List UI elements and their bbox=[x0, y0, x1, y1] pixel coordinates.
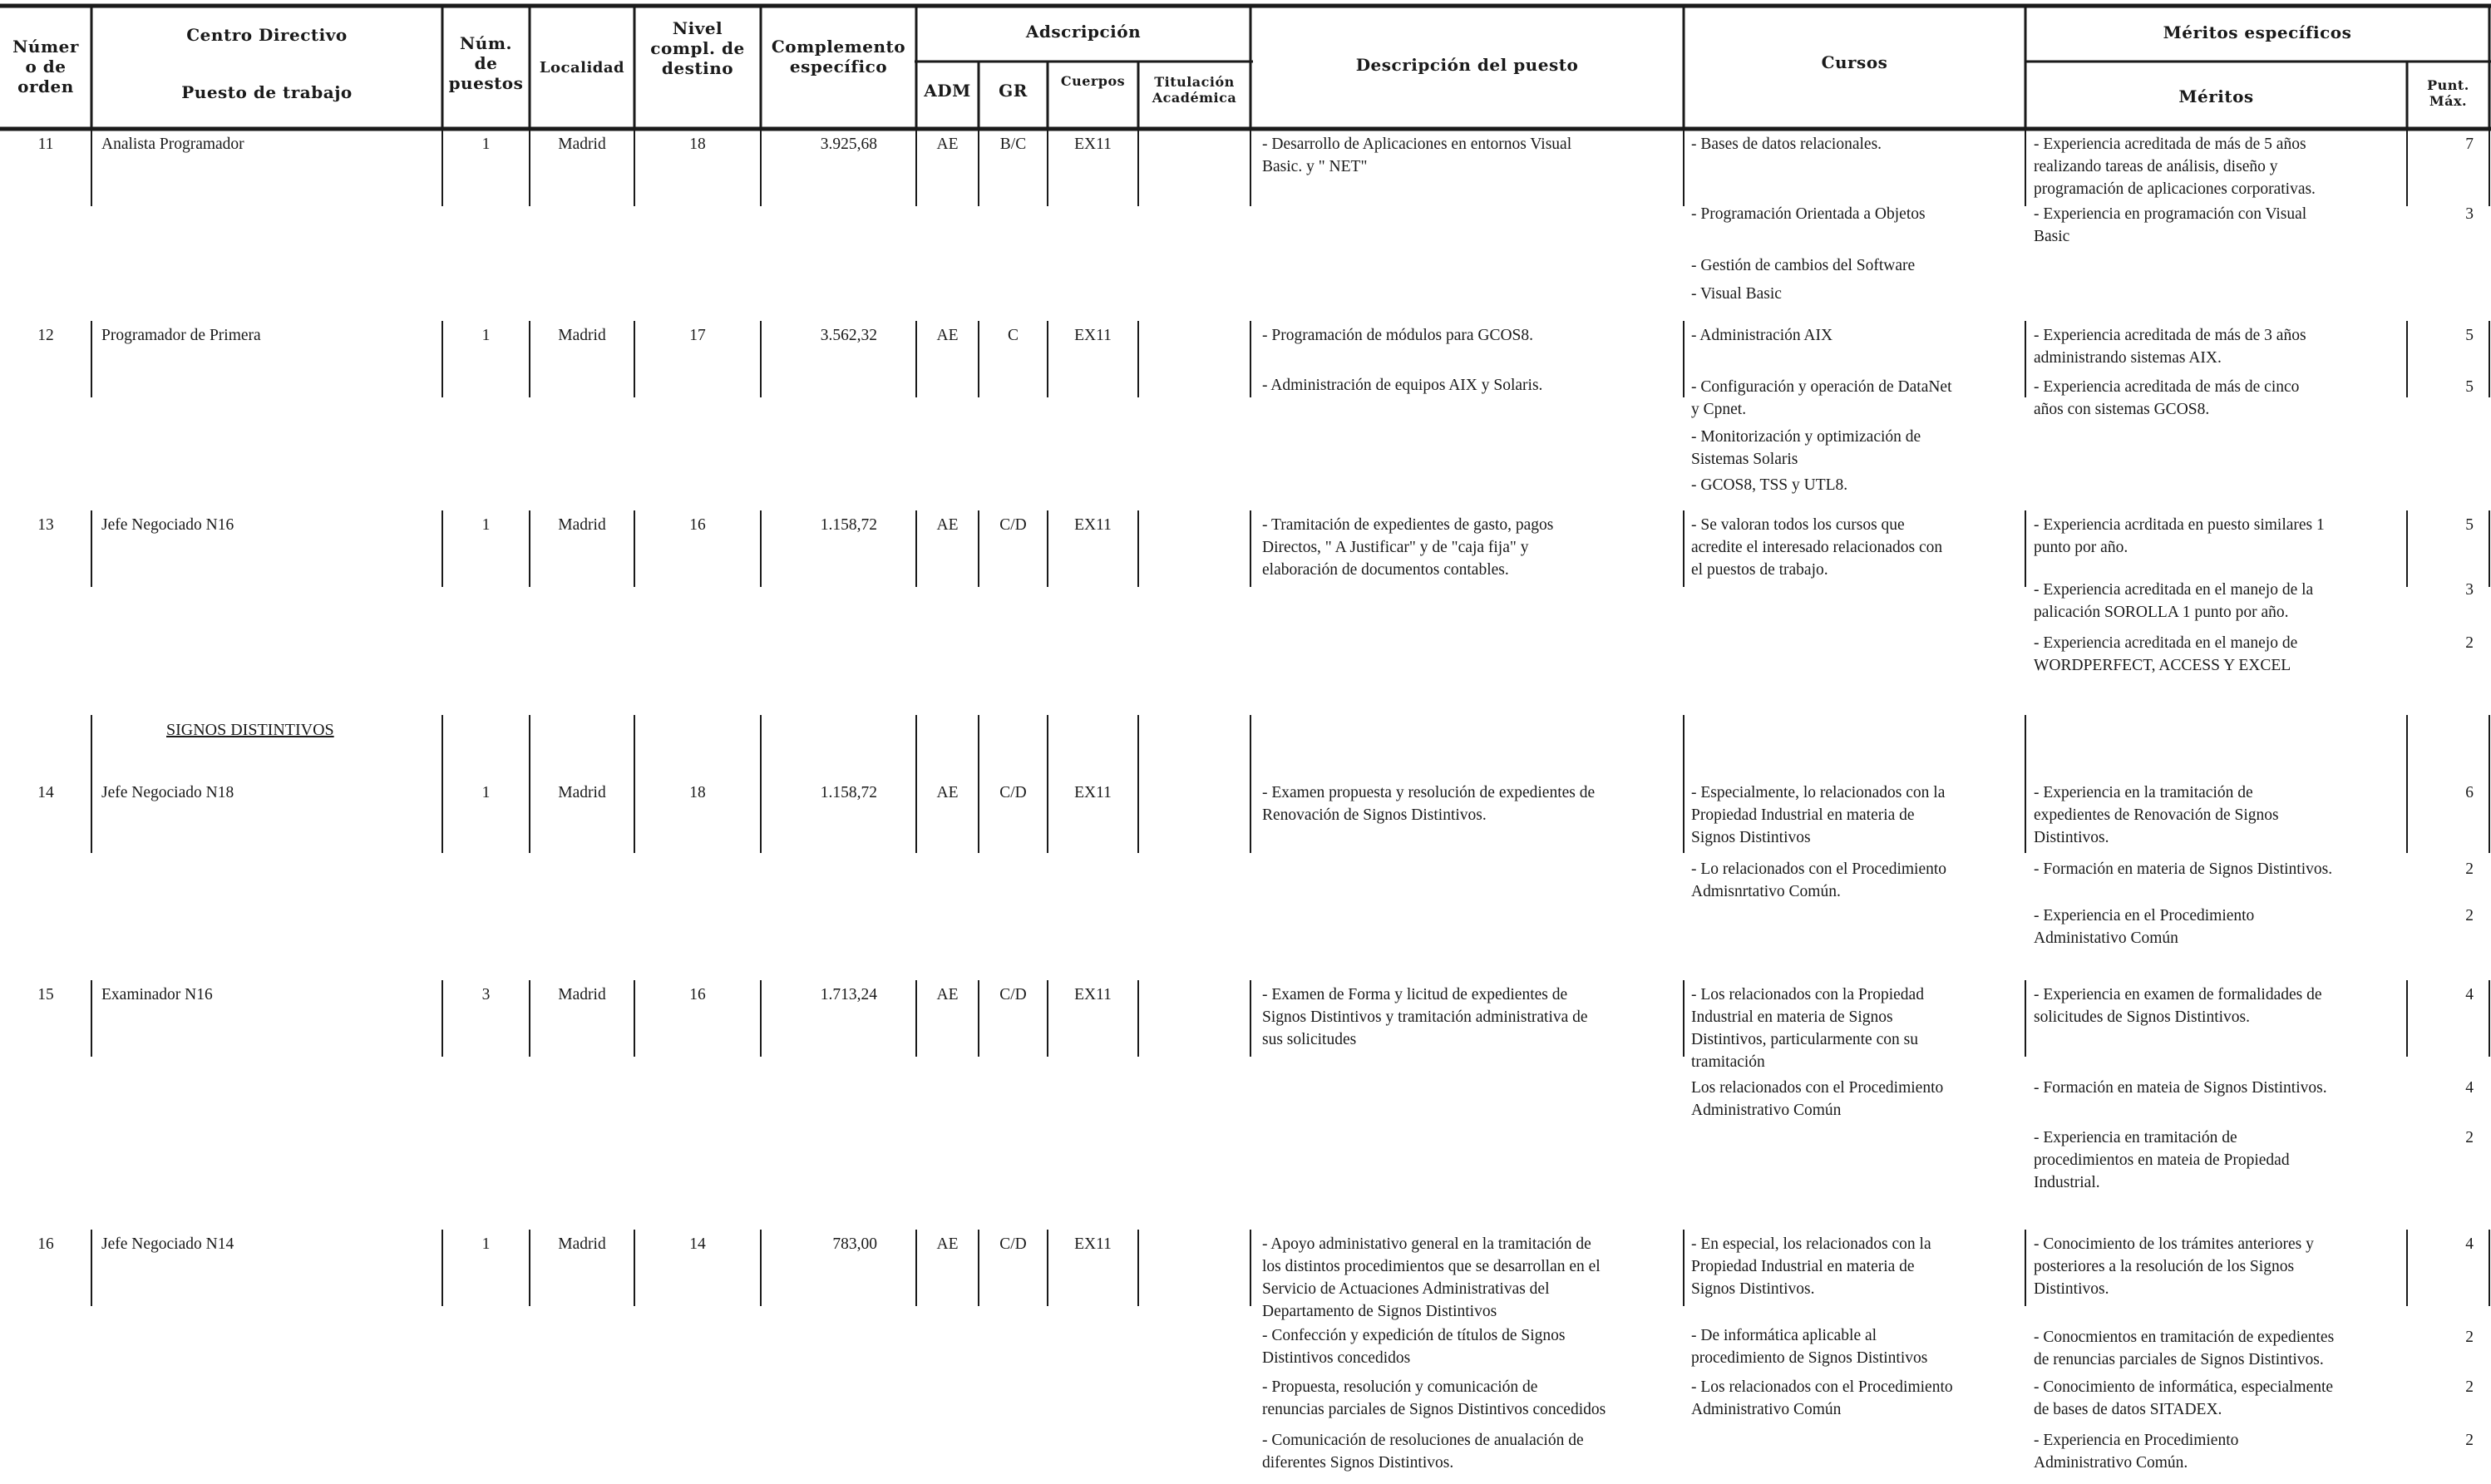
header-meritos: Méritos bbox=[2178, 86, 2254, 106]
header-localidad: Localidad bbox=[539, 59, 625, 76]
cell-curso: - GCOS8, TSS y UTL8. bbox=[1691, 476, 1848, 494]
cell-descripcion: - Programación de módulos para GCOS8. bbox=[1262, 327, 1534, 344]
cell-complemento: 3.562,32 bbox=[820, 327, 877, 344]
cell-puntuacion: 6 bbox=[2465, 784, 2474, 801]
cell-curso: - Visual Basic bbox=[1691, 285, 1782, 303]
cell-puesto: Jefe Negociado N16 bbox=[101, 516, 234, 534]
cell-num: 3 bbox=[481, 986, 491, 1003]
cell-orden: 14 bbox=[37, 784, 54, 801]
cell-nivel: 17 bbox=[689, 327, 706, 344]
cell-gr: B/C bbox=[999, 136, 1027, 153]
cell-complemento: 783,00 bbox=[832, 1235, 877, 1253]
cell-localidad: Madrid bbox=[558, 1235, 606, 1253]
cell-adm: AE bbox=[936, 516, 959, 534]
header-cuerpos: Cuerpos bbox=[1060, 73, 1126, 89]
cell-curso: - Los relacionados con el Procedimiento Administrativo Común bbox=[1691, 1378, 1953, 1418]
header-punt-max: Punt. Máx. bbox=[2427, 77, 2469, 109]
cell-nivel: 14 bbox=[689, 1235, 706, 1253]
cell-orden: 13 bbox=[37, 516, 54, 534]
cell-descripcion: - Administración de equipos AIX y Solaris. bbox=[1262, 377, 1543, 394]
cell-puesto: Jefe Negociado N14 bbox=[101, 1235, 234, 1253]
cell-complemento: 1.158,72 bbox=[820, 784, 877, 801]
cell-descripcion: - Examen de Forma y licitud de expedientes de Signos Distintivos y tramitación administrativa de sus solicitudes bbox=[1262, 986, 1588, 1048]
cell-curso: - Administración AIX bbox=[1691, 327, 1833, 344]
cell-merito: - Experiencia acreditada de más de 3 años administrando sistemas AIX. bbox=[2034, 327, 2306, 367]
cell-num: 1 bbox=[481, 1235, 491, 1253]
cell-cuerpos: EX11 bbox=[1074, 1235, 1112, 1253]
header-meritos-especificos: Méritos específicos bbox=[2163, 22, 2352, 42]
header-complemento: Complemento específico bbox=[771, 37, 906, 76]
cell-nivel: 18 bbox=[689, 136, 706, 153]
cell-merito: - Experiencia acrditada en puesto similares 1 punto por año. bbox=[2034, 516, 2325, 556]
cell-merito: - Experiencia acreditada en el manejo de WORDPERFECT, ACCESS Y EXCEL bbox=[2034, 634, 2298, 674]
header-num-orden: Númer o de orden bbox=[12, 37, 79, 96]
cell-puntuacion: 5 bbox=[2465, 378, 2474, 396]
cell-nivel: 16 bbox=[689, 986, 706, 1003]
header-cursos: Cursos bbox=[1821, 52, 1888, 72]
cell-complemento: 3.925,68 bbox=[820, 136, 877, 153]
header-centro-directivo: Centro Directivo bbox=[186, 25, 348, 45]
cell-adm: AE bbox=[936, 986, 959, 1003]
cell-curso: - Se valoran todos los cursos que acredite el interesado relacionados con el puestos de trabajo. bbox=[1691, 516, 1943, 579]
cell-puntuacion: 5 bbox=[2465, 327, 2474, 344]
cell-merito: - Conocmientos en tramitación de expedientes de renuncias parciales de Signos Distintivos. bbox=[2034, 1329, 2335, 1368]
header-nivel: Nivel compl. de destino bbox=[650, 18, 745, 78]
cell-merito: - Experiencia en el Procedimiento Administativo Común bbox=[2034, 907, 2255, 947]
cell-merito: - Experiencia en programación con Visual Basic bbox=[2034, 205, 2307, 245]
cell-curso: - Lo relacionados con el Procedimiento Admisnrtativo Común. bbox=[1691, 860, 1947, 900]
cell-cuerpos: EX11 bbox=[1074, 516, 1112, 534]
cell-curso: - Los relacionados con la Propiedad Industrial en materia de Signos Distintivos, particularmente con su tramitación bbox=[1691, 986, 1924, 1071]
cell-num: 1 bbox=[481, 327, 491, 344]
cell-localidad: Madrid bbox=[558, 327, 606, 344]
cell-merito: - Experiencia acreditada en el manejo de la palicación SOROLLA 1 punto por año. bbox=[2034, 581, 2314, 621]
cell-puntuacion: 4 bbox=[2465, 1079, 2474, 1097]
cell-merito: - Experiencia acreditada de más de 5 años realizando tareas de análisis, diseño y programación de aplicaciones corporativas. bbox=[2034, 136, 2316, 198]
cell-puntuacion: 2 bbox=[2465, 907, 2474, 924]
cell-num: 1 bbox=[481, 136, 491, 153]
cell-curso: - Configuración y operación de DataNet y Cpnet. bbox=[1691, 378, 1952, 418]
cell-curso: - Bases de datos relacionales. bbox=[1691, 136, 1882, 153]
cell-descripcion: - Apoyo administativo general en la tramitación de los distintos procedimientos que se desarrollan en el Servicio de Actuaciones Administrativas del Departamento de Signos Distintivos bbox=[1262, 1235, 1601, 1320]
cell-puesto: Jefe Negociado N18 bbox=[101, 784, 234, 801]
cell-complemento: 1.158,72 bbox=[820, 516, 877, 534]
cell-descripcion: - Examen propuesta y resolución de expedientes de Renovación de Signos Distintivos. bbox=[1262, 784, 1596, 824]
cell-puntuacion: 2 bbox=[2465, 1129, 2474, 1146]
cell-puntuacion: 4 bbox=[2465, 1235, 2474, 1253]
cell-descripcion: - Comunicación de resoluciones de anualación de diferentes Signos Distintivos. bbox=[1262, 1432, 1584, 1472]
cell-puesto: Examinador N16 bbox=[101, 986, 213, 1003]
cell-orden: 15 bbox=[37, 986, 54, 1003]
cell-gr: C/D bbox=[999, 986, 1027, 1003]
cell-cuerpos: EX11 bbox=[1074, 136, 1112, 153]
cell-orden: 12 bbox=[37, 327, 54, 344]
cell-merito: - Formación en mateia de Signos Distintivos. bbox=[2034, 1079, 2327, 1097]
cell-merito: - Conocimiento de informática, especialmente de bases de datos SITADEX. bbox=[2034, 1378, 2334, 1418]
header-adm: ADM bbox=[924, 81, 971, 101]
cell-nivel: 18 bbox=[689, 784, 706, 801]
cell-nivel: 16 bbox=[689, 516, 706, 534]
cell-puntuacion: 5 bbox=[2465, 516, 2474, 534]
cell-puntuacion: 2 bbox=[2465, 1432, 2474, 1449]
cell-orden: 11 bbox=[37, 136, 54, 153]
cell-descripcion: - Desarrollo de Aplicaciones en entornos Visual Basic. y " NET" bbox=[1262, 136, 1572, 175]
cell-curso: Los relacionados con el Procedimiento Administrativo Común bbox=[1691, 1079, 1944, 1119]
cell-curso: - Especialmente, lo relacionados con la Propiedad Industrial en materia de Signos Distintivos bbox=[1691, 784, 1946, 846]
cell-orden: 16 bbox=[37, 1235, 54, 1253]
cell-puntuacion: 2 bbox=[2465, 860, 2474, 878]
cell-curso: - De informática aplicable al procedimiento de Signos Distintivos bbox=[1691, 1327, 1928, 1367]
cell-adm: AE bbox=[936, 136, 959, 153]
cell-merito: - Formación en materia de Signos Distintivos. bbox=[2034, 860, 2333, 878]
cell-cuerpos: EX11 bbox=[1074, 986, 1112, 1003]
cell-curso: - Monitorización y optimización de Sistemas Solaris bbox=[1691, 428, 1921, 468]
cell-puesto: Analista Programador bbox=[101, 136, 244, 153]
cell-gr: C/D bbox=[999, 1235, 1027, 1253]
header-descripcion: Descripción del puesto bbox=[1355, 55, 1579, 75]
cell-puesto: Programador de Primera bbox=[101, 327, 261, 344]
cell-puntuacion: 3 bbox=[2465, 205, 2474, 223]
cell-localidad: Madrid bbox=[558, 516, 606, 534]
header-puesto-trabajo: Puesto de trabajo bbox=[181, 82, 353, 102]
cell-complemento: 1.713,24 bbox=[820, 986, 877, 1003]
cell-cuerpos: EX11 bbox=[1074, 784, 1112, 801]
header-titulacion: Titulación Académica bbox=[1152, 74, 1237, 106]
cell-adm: AE bbox=[936, 1235, 959, 1253]
cell-puntuacion: 3 bbox=[2465, 581, 2474, 599]
cell-localidad: Madrid bbox=[558, 136, 606, 153]
cell-merito: - Experiencia acreditada de más de cinco años con sistemas GCOS8. bbox=[2034, 378, 2300, 418]
cell-localidad: Madrid bbox=[558, 784, 606, 801]
cell-puntuacion: 7 bbox=[2465, 136, 2474, 153]
cell-curso: - Gestión de cambios del Software bbox=[1691, 257, 1916, 274]
cell-merito: - Experiencia en examen de formalidades de solicitudes de Signos Distintivos. bbox=[2034, 986, 2322, 1026]
cell-adm: AE bbox=[936, 327, 959, 344]
cell-curso: - En especial, los relacionados con la Propiedad Industrial en materia de Signos Distintivos. bbox=[1691, 1235, 1931, 1298]
cell-merito: - Experiencia en tramitación de procedimientos en mateia de Propiedad Industrial. bbox=[2034, 1129, 2290, 1191]
cell-cuerpos: EX11 bbox=[1074, 327, 1112, 344]
cell-merito: - Experiencia en la tramitación de expedientes de Renovación de Signos Distintivos. bbox=[2034, 784, 2279, 846]
cell-merito: - Conocimiento de los trámites anteriores y posteriores a la resolución de los Signos Distintivos. bbox=[2034, 1235, 2314, 1298]
cell-puntuacion: 2 bbox=[2465, 634, 2474, 652]
cell-num: 1 bbox=[481, 516, 491, 534]
cell-curso: - Programación Orientada a Objetos bbox=[1691, 205, 1926, 223]
header-adscripcion: Adscripción bbox=[1025, 22, 1142, 42]
header-num-puestos: Núm. de puestos bbox=[448, 33, 524, 93]
cell-merito: - Experiencia en Procedimiento Administrativo Común. bbox=[2034, 1432, 2239, 1472]
cell-gr: C/D bbox=[999, 784, 1027, 801]
cell-num: 1 bbox=[481, 784, 491, 801]
cell-adm: AE bbox=[936, 784, 959, 801]
cell-puntuacion: 2 bbox=[2465, 1378, 2474, 1396]
section-title: SIGNOS DISTINTIVOS bbox=[166, 721, 334, 739]
cell-gr: C/D bbox=[999, 516, 1027, 534]
cell-descripcion: - Propuesta, resolución y comunicación de renuncias parciales de Signos Distintivos concedidos bbox=[1262, 1378, 1606, 1418]
cell-localidad: Madrid bbox=[558, 986, 606, 1003]
cell-descripcion: - Confección y expedición de títulos de Signos Distintivos concedidos bbox=[1262, 1327, 1566, 1367]
cell-puntuacion: 4 bbox=[2465, 986, 2474, 1003]
cell-puntuacion: 2 bbox=[2465, 1329, 2474, 1346]
cell-gr: C bbox=[1007, 327, 1019, 344]
header-gr: GR bbox=[999, 81, 1028, 101]
cell-descripcion: - Tramitación de expedientes de gasto, pagos Directos, " A Justificar" y de "caja fija" y elaboración de documentos contables. bbox=[1262, 516, 1554, 579]
